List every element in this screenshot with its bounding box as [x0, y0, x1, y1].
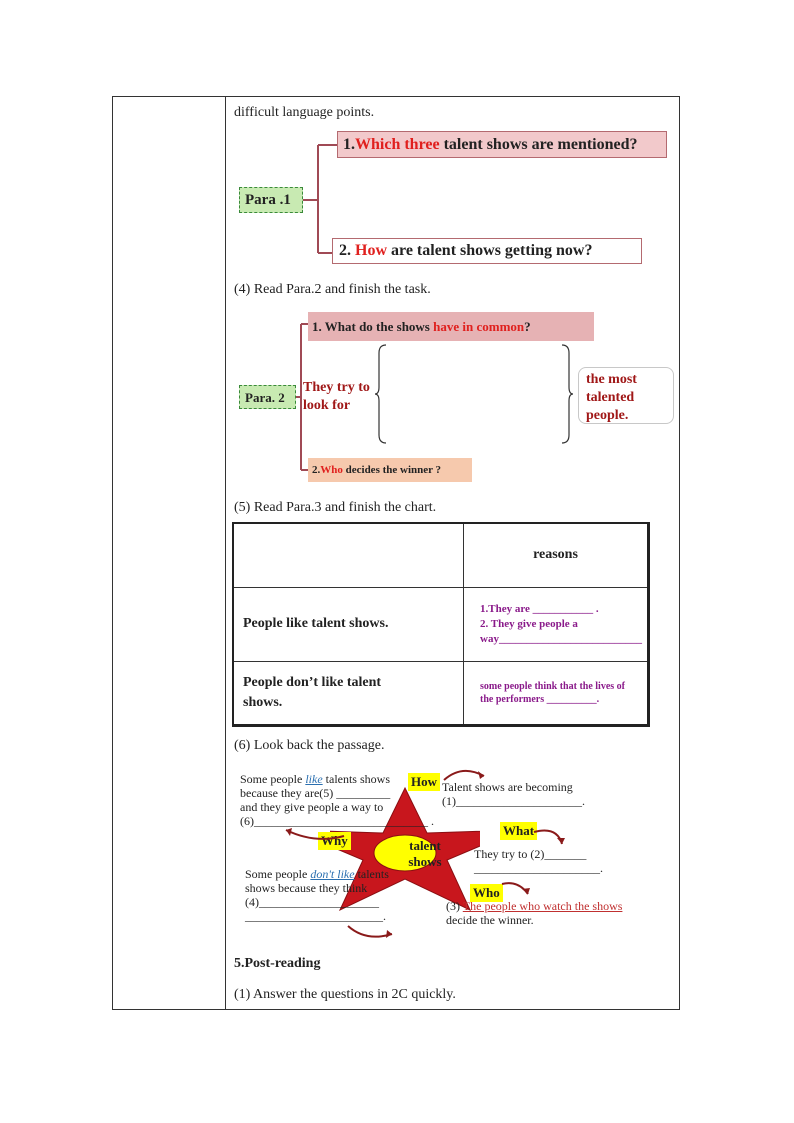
step-6-text: (6) Look back the passage.: [234, 738, 385, 753]
para2-question-2: 2.Who decides the winner ?: [308, 458, 472, 482]
brace-brackets: [374, 343, 574, 445]
right-top-text: Talent shows are becoming (1)_____________________.: [442, 780, 585, 808]
right-mid-text: They try to (2)_______ _____________________.: [474, 847, 603, 875]
tag-how: How: [408, 773, 440, 791]
step-5-text: (5) Read Para.3 and finish the chart.: [234, 500, 437, 515]
chart-header-reasons: reasons: [464, 523, 649, 587]
reasons-chart: [232, 522, 650, 727]
tag-why: Why: [318, 832, 351, 850]
arrow-bottom-icon: [346, 922, 396, 942]
post-reading-heading: 5.Post-reading: [234, 956, 321, 971]
para1-question-2: 2. How are talent shows getting now?: [332, 238, 642, 264]
column-divider: [225, 96, 226, 1010]
intro-text: difficult language points.: [234, 105, 375, 120]
tag-who: Who: [470, 884, 503, 902]
chart-row-dislike-reasons: some people think that the lives of the performers __________.: [464, 661, 649, 725]
chart-empty-header: [233, 523, 464, 587]
they-try-text: They try to look for: [303, 380, 370, 413]
right-bottom-text: (3) The people who watch the shows decide the winner.: [446, 899, 623, 927]
para1-question-1: 1.Which three talent shows are mentioned?: [337, 131, 667, 158]
step-4-text: (4) Read Para.2 and finish the task.: [234, 282, 431, 297]
chart-row-dislike-label: People don’t like talent shows.: [233, 661, 464, 725]
para1-label: Para .1: [239, 187, 303, 213]
left-bottom-text: Some people don't like talents shows because they think (4)____________________ _______________________.: [245, 867, 389, 923]
chart-row-like-reasons: 1.They are ___________ . 2. They give people a way__________________________: [464, 587, 649, 661]
most-talented-box: the most talented people.: [578, 367, 674, 424]
step-answer-text: (1) Answer the questions in 2C quickly.: [234, 987, 456, 1002]
chart-row-like-label: People like talent shows.: [233, 587, 464, 661]
arrow-who-icon: [500, 880, 534, 898]
left-top-text: Some people like talents shows because they are(5) _________ and they give people a way to (6)_____________________________ .: [240, 772, 434, 828]
para2-question-1: 1. What do the shows have in common?: [308, 312, 594, 341]
tag-what: What: [500, 822, 537, 840]
arrow-what-icon: [532, 826, 572, 848]
star-center-label: talent shows: [408, 838, 442, 869]
para2-label: Para. 2: [239, 385, 296, 409]
